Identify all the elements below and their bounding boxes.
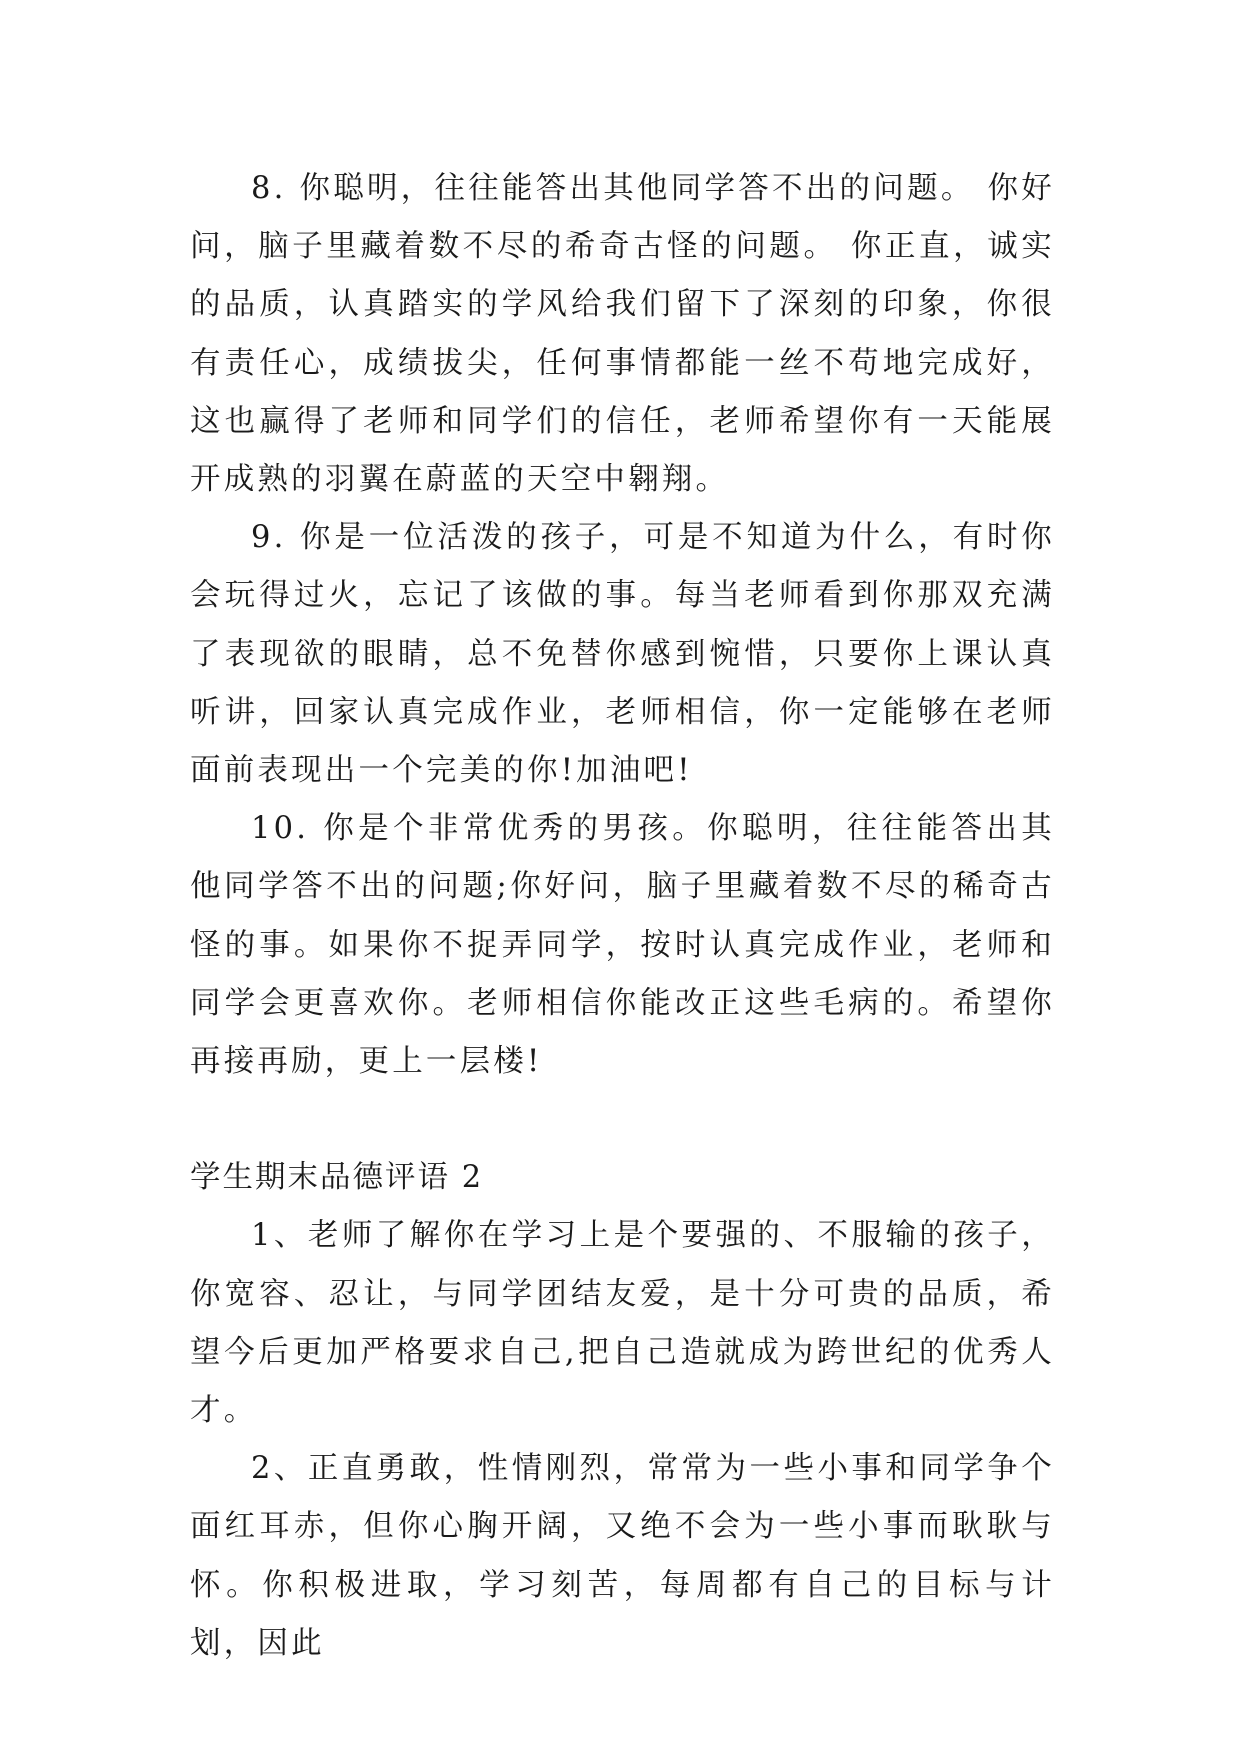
comment-paragraph-10: 10. 你是个非常优秀的男孩。你聪明，往往能答出其他同学答不出的问题;你好问，脑子里藏着数不尽的稀奇古怪的事。如果你不捉弄同学，按时认真完成作业，老师和同学会更喜欢你。老师相信你能改正这些毛病的。希望你再接再励，更上一层楼! (190, 811, 1055, 1080)
comment-paragraph-9: 9. 你是一位活泼的孩子，可是不知道为什么，有时你会玩得过火，忘记了该做的事。每当老师看到你那双充满了表现欲的眼睛，总不免替你感到惋惜，只要你上课认真听讲，回家认真完成作业，老师相信，你一定能够在老师面前表现出一个完美的你!加油吧! (190, 520, 1055, 789)
section-heading: 学生期末品德评语 2 (190, 1160, 484, 1196)
comment-paragraph-2: 2、正直勇敢，性情刚烈，常常为一些小事和同学争个面红耳赤，但你心胸开阔，又绝不会为一些小事而耿耿与怀。你积极进取，学习刻苦，每周都有自己的目标与计划，因此 (190, 1451, 1055, 1661)
comment-paragraph-1: 1、老师了解你在学习上是个要强的、不服输的孩子，你宽容、忍让，与同学团结友爱，是十分可贵的品质，希望今后更加严格要求自己,把自己造就成为跨世纪的优秀人才。 (190, 1218, 1055, 1429)
document-body (190, 160, 1055, 1673)
comment-paragraph-8: 8. 你聪明，往往能答出其他同学答不出的问题。 你好问，脑子里藏着数不尽的希奇古怪的问题。 你正直，诚实的品质，认真踏实的学风给我们留下了深刻的印象，你很有责任心，成绩拔尖，任何事情都能一丝不苟地完成好，这也赢得了老师和同学们的信任，老师希望你有一天能展开成熟的羽翼在蔚蓝的天空中翱翔。 (190, 171, 1055, 498)
